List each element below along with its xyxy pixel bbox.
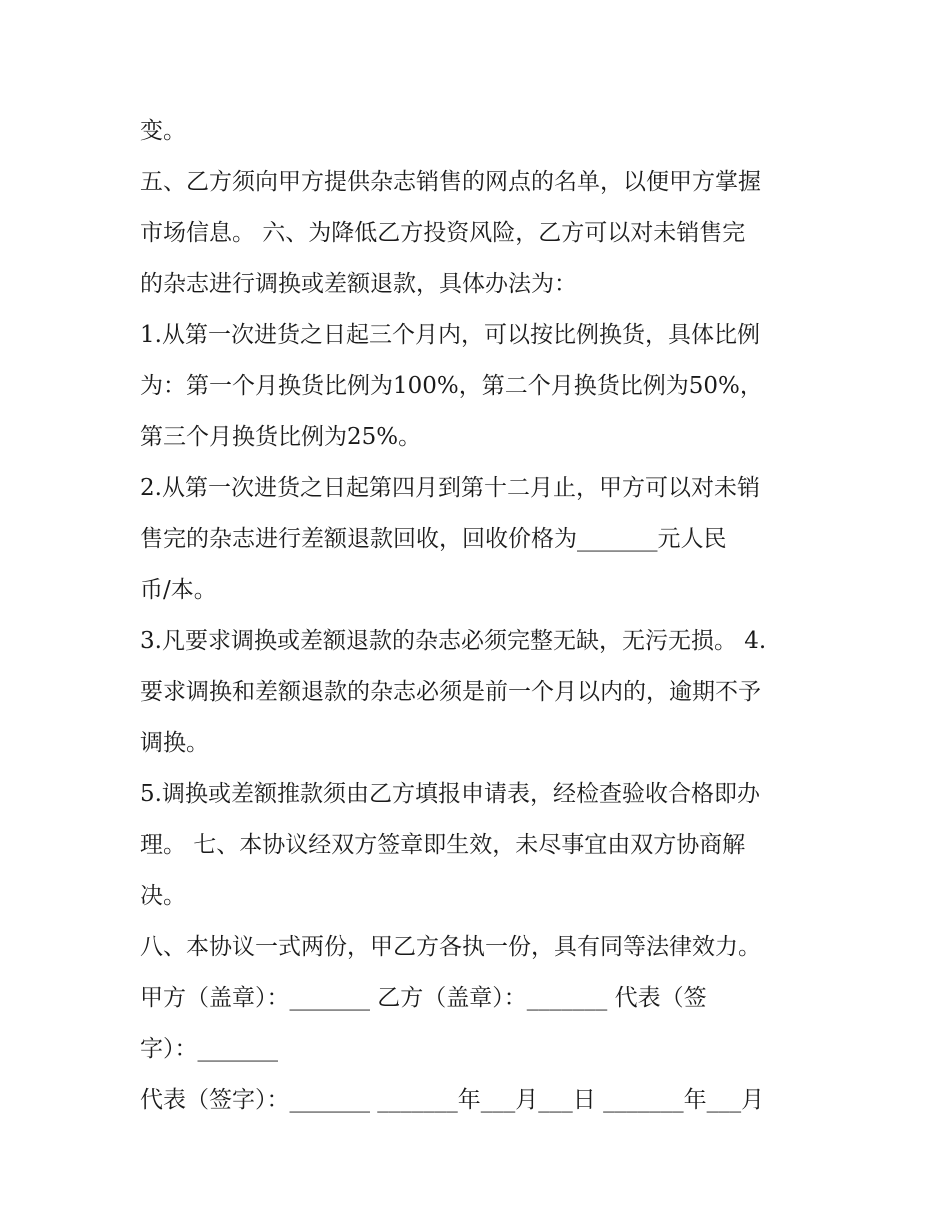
text-line: 5.调换或差额推款须由乙方填报申请表，经检查验收合格即办 [140,781,760,807]
text-line: 五、乙方须向甲方提供杂志销售的网点的名单，以便甲方掌握 [140,169,761,195]
signature-line: 甲方（盖章）：_______ 乙方（盖章）：_______ 代表（签 [140,985,707,1011]
text-line: 的杂志进行调换或差额退款，具体办法为： [140,271,577,297]
text-line: 2.从第一次进货之日起第四月到第十二月止，甲方可以对未销 [140,475,760,501]
text-line: 变。 [140,118,186,144]
text-line: 币/本。 [140,577,217,603]
text-line: 售完的杂志进行差额退款回收，回收价格为_______元人民 [140,526,727,552]
date-line: 代表（签字）：_______ _______年___月___日 _______年___月 [140,1087,765,1113]
text-line: 理。 七、本协议经双方签章即生效，未尽事宜由双方协商解 [140,832,746,858]
text-line: 3.凡要求调换或差额退款的杂志必须完整无缺，无污无损。 4. [140,628,767,654]
document-body [140,106,820,1126]
text-line: 1.从第一次进货之日起三个月内，可以按比例换货，具体比例 [140,322,760,348]
text-line: 为：第一个月换货比例为100%，第二个月换货比例为50%， [140,373,763,399]
text-line: 要求调换和差额退款的杂志必须是前一个月以内的，逾期不予 [140,679,761,705]
text-line: 八、本协议一式两份，甲乙方各执一份，具有同等法律效力。 [140,934,761,960]
signature-line: 字）：_______ [140,1036,278,1062]
text-line: 决。 [140,883,186,909]
text-line: 第三个月换货比例为25%。 [140,424,422,450]
text-line: 调换。 [140,730,209,756]
text-line: 市场信息。 六、为降低乙方投资风险，乙方可以对未销售完 [140,220,746,246]
